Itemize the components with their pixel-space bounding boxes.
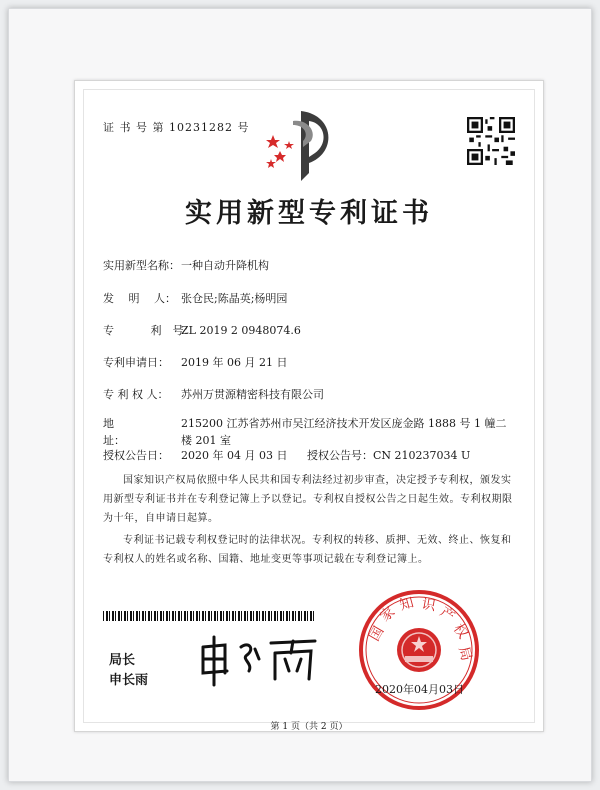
field-utility-model-name	[103, 257, 269, 273]
field-grant-date	[103, 447, 287, 463]
svg-text:识: 识	[420, 596, 437, 615]
qr-code-icon	[467, 117, 515, 165]
certificate-number: 证 书 号 第 10231282 号	[103, 121, 250, 134]
field-label: 地 址：	[103, 417, 162, 447]
svg-text:国: 国	[366, 623, 388, 644]
field-label: 专 利 权 人：	[103, 388, 169, 401]
legal-status-paragraph: 专利证书记载专利权登记时的法律状况。专利权的转移、质押、无效、终止、恢复和专利权人的姓名或名称、国籍、地址变更等事项记载在专利登记簿上。	[103, 535, 512, 565]
seal-date: 2020年04月03日	[375, 683, 464, 696]
svg-text:产: 产	[436, 604, 458, 626]
director-name: 申长雨	[109, 673, 149, 688]
svg-text:局: 局	[455, 644, 475, 663]
patent-certificate	[74, 80, 544, 732]
page-number: 第 1 页（共 2 页）	[270, 722, 348, 732]
grant-statement-paragraph: 国家知识产权局依照中华人民共和国专利法经过初步审查，决定授予专利权，颁发实用新型专利证书并在专利登记簿上予以登记。专利权自授权公告之日起生效。专利权期限为十年，自申请日起算。	[103, 475, 513, 524]
director-title: 局长	[109, 653, 136, 668]
field-label: 授权公告号：	[307, 449, 373, 462]
field-application-date	[103, 354, 287, 370]
svg-text:知: 知	[397, 594, 416, 614]
field-value: 一种自动升降机构	[181, 259, 269, 272]
cnipa-logo-icon	[263, 101, 343, 191]
field-value: 2019 年 06 月 21 日	[181, 356, 288, 369]
svg-text:权: 权	[449, 621, 471, 642]
barcode-icon	[103, 611, 315, 621]
field-value: 张仓民;陈晶英;杨明园	[181, 292, 288, 305]
field-inventors	[103, 290, 287, 306]
field-value: CN 210237034 U	[373, 449, 471, 462]
field-address	[103, 415, 523, 449]
field-grant-number	[307, 447, 470, 463]
field-label: 专利申请日：	[103, 356, 169, 369]
photo-frame	[8, 8, 592, 782]
field-value: 215200 江苏省苏州市吴江经济技术开发区庞金路 1888 号 1 幢二楼 201 室	[181, 417, 507, 447]
field-label: 专 利 号：	[103, 324, 195, 337]
svg-text:家: 家	[377, 603, 399, 626]
field-label: 实用新型名称：	[103, 259, 180, 272]
field-label: 授权公告日：	[103, 449, 169, 462]
field-patent-number	[103, 322, 301, 338]
field-value: ZL 2019 2 0948074.6	[181, 324, 301, 337]
certificate-title: 实用新型专利证书	[185, 198, 433, 229]
field-label: 发 明 人：	[103, 292, 176, 305]
field-patentee	[103, 386, 324, 402]
director-signature-icon	[195, 629, 325, 689]
field-value: 苏州万贯源精密科技有限公司	[181, 388, 324, 401]
field-value: 2020 年 04 月 03 日	[181, 449, 288, 462]
